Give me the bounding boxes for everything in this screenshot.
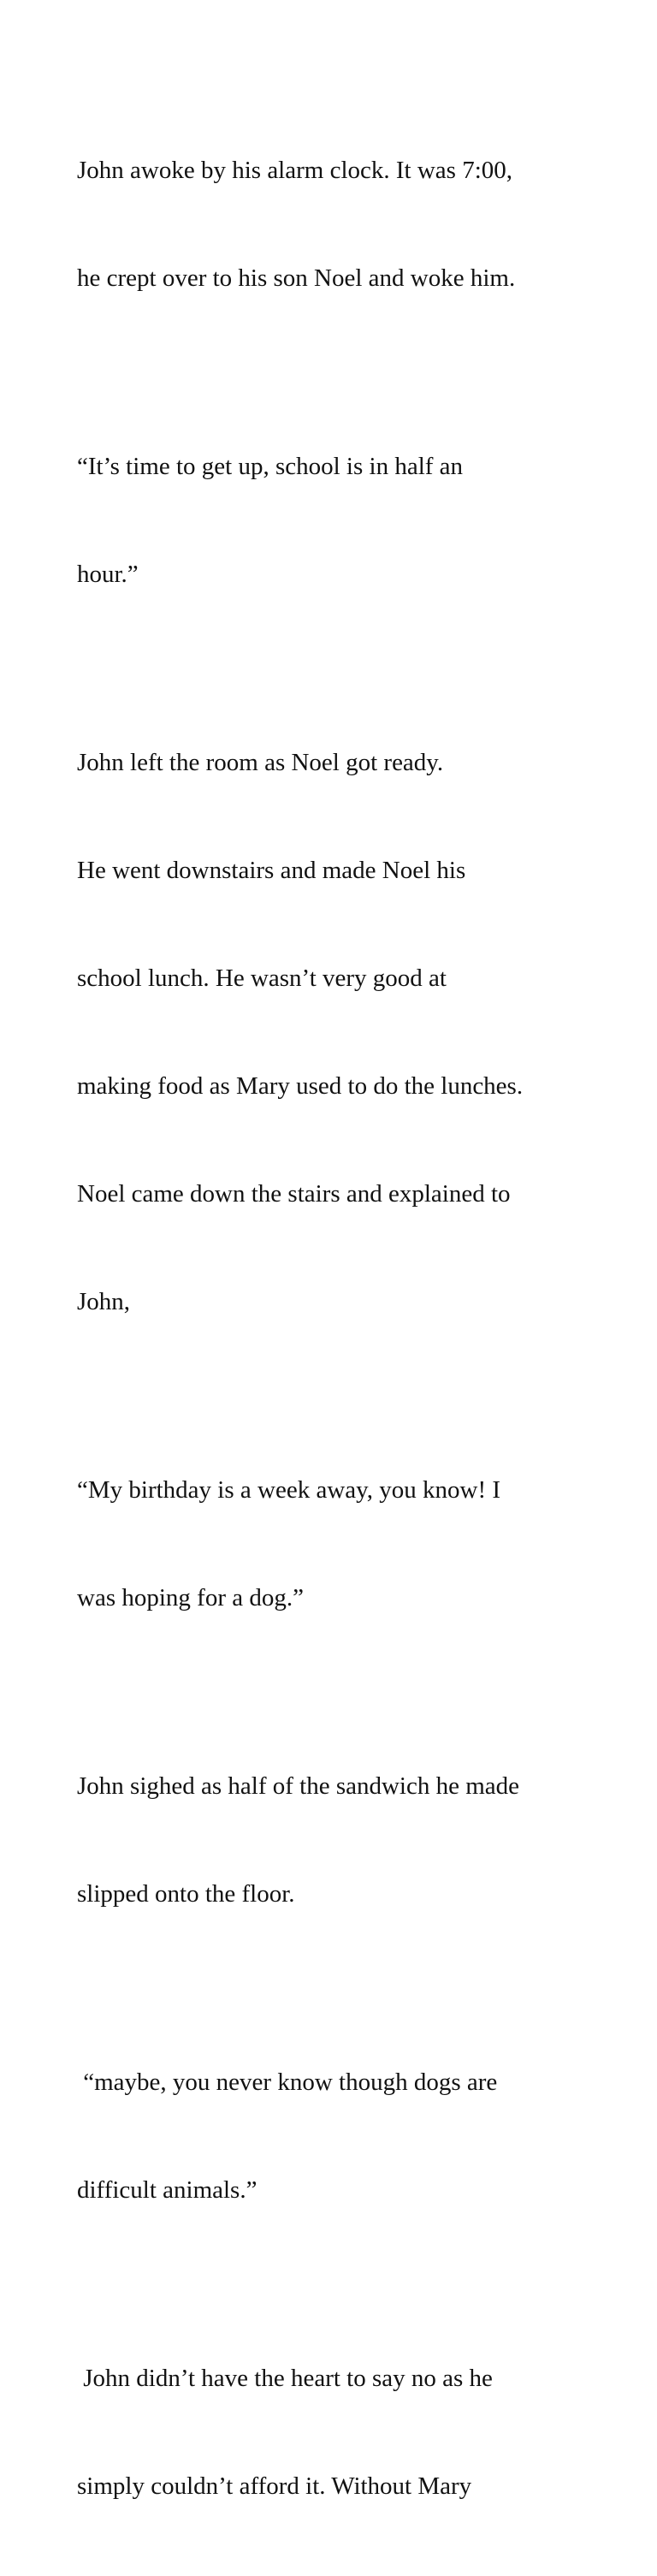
text-line: slipped onto the floor. <box>77 1880 295 1908</box>
paragraph-4 <box>77 1400 624 1688</box>
text-line: he crept over to his son Noel and woke him. <box>77 264 516 292</box>
paragraph-3 <box>77 673 624 1392</box>
text-line: simply couldn’t afford it. Without Mary <box>77 2472 472 2500</box>
text-line: difficult animals.” <box>77 2176 257 2204</box>
text-line: “It’s time to get up, school is in half an <box>77 453 464 480</box>
text-line: John, <box>77 1288 131 1315</box>
text-line: school lunch. He wasn’t very good at <box>77 965 447 992</box>
paragraph-1 <box>77 80 624 368</box>
paragraph-7 <box>77 2288 624 2576</box>
document-page <box>77 80 624 2576</box>
text-line: Noel came down the stairs and explained to <box>77 1180 511 1208</box>
text-line: making food as Mary used to do the lunches. <box>77 1072 524 1100</box>
paragraph-6 <box>77 1992 624 2280</box>
text-line: “My birthday is a week away, you know! I <box>77 1476 501 1504</box>
paragraph-2 <box>77 377 624 664</box>
text-line: John didn’t have the heart to say no as he <box>77 2365 493 2392</box>
text-line: John awoke by his alarm clock. It was 7:00, <box>77 157 513 184</box>
text-line: John sighed as half of the sandwich he made <box>77 1772 520 1800</box>
text-line: “maybe, you never know though dogs are <box>77 2069 498 2096</box>
text-line: hour.” <box>77 561 139 588</box>
text-line: John left the room as Noel got ready. <box>77 749 444 776</box>
text-line: He went downstairs and made Noel his <box>77 857 466 884</box>
paragraph-5 <box>77 1696 624 1984</box>
text-line: was hoping for a dog.” <box>77 1584 304 1611</box>
